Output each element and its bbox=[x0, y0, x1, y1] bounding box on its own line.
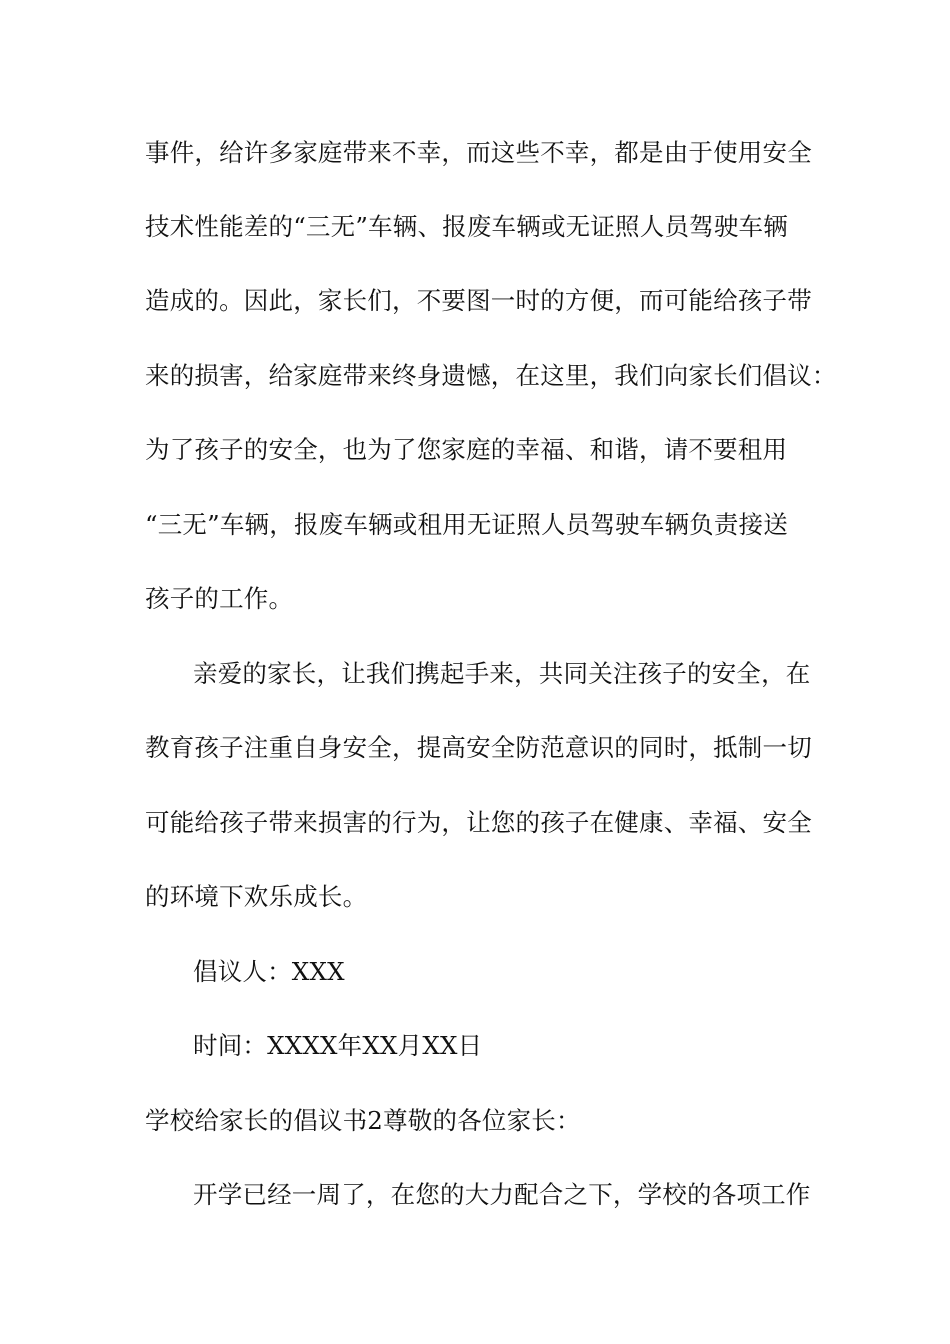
paragraph-line: 来的损害，给家庭带来终身遗憾，在这里，我们向家长们倡议： bbox=[145, 361, 837, 390]
paragraph-line: “三无”车辆，报废车辆或租用无证照人员驾驶车辆负责接送 bbox=[145, 510, 788, 539]
paragraph-line: 教育孩子注重自身安全，提高安全防范意识的同时，抵制一切 bbox=[145, 733, 812, 762]
paragraph-line: 的环境下欢乐成长。 bbox=[145, 882, 368, 911]
paragraph-line: 事件，给许多家庭带来不幸，而这些不幸，都是由于使用安全 bbox=[145, 138, 812, 167]
paragraph-line: 技术性能差的“三无”车辆、报废车辆或无证照人员驾驶车辆 bbox=[145, 212, 788, 241]
date-line: 时间：XXXX年XX月XX日 bbox=[193, 1031, 483, 1060]
paragraph-line: 造成的。因此，家长们，不要图一时的方便，而可能给孩子带 bbox=[145, 286, 812, 315]
paragraph-line: 亲爱的家长，让我们携起手来，共同关注孩子的安全，在 bbox=[193, 659, 811, 688]
section-title: 学校给家长的倡议书2尊敬的各位家长： bbox=[145, 1106, 581, 1135]
paragraph-line: 孩子的工作。 bbox=[145, 584, 294, 613]
paragraph-line: 开学已经一周了，在您的大力配合之下，学校的各项工作 bbox=[193, 1180, 811, 1209]
proposer-line: 倡议人：XXX bbox=[193, 957, 345, 986]
paragraph-line: 为了孩子的安全，也为了您家庭的幸福、和谐，请不要租用 bbox=[145, 435, 788, 464]
paragraph-line: 可能给孩子带来损害的行为，让您的孩子在健康、幸福、安全 bbox=[145, 808, 812, 837]
